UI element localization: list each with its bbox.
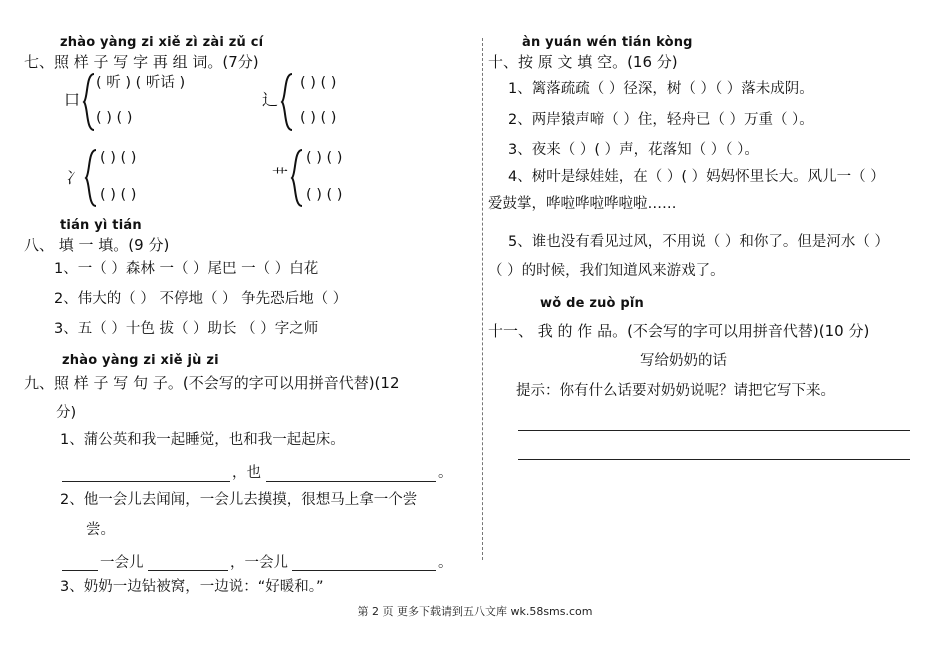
page-footer: 第 2 页 更多下载请到五八文库 wk.58sms.com (357, 605, 593, 618)
q9-title: 九、照 样 子 写 句 子。(不会写的字可以用拼音代替)(12 (24, 374, 400, 392)
brace-icon (84, 148, 98, 208)
q7-cao-blank-1: ( ) ( ) (306, 150, 343, 166)
q8-pinyin: tián yì tián (60, 218, 142, 233)
q7-chuo-blank-1: ( ) ( ) (300, 75, 337, 91)
q9-sentence-3: 3、奶奶一边钻被窝，一边说：“好暖和。” (60, 579, 324, 595)
q7-kou-blank: ( ) ( ) (96, 110, 133, 126)
q9-fill-1-mid: ，也 (232, 465, 261, 481)
q9-fill-1-end: 。 (438, 465, 453, 481)
q10-line-1: 1、篱落疏疏（ ）径深，树（ ）（ ）落未成阴。 (508, 81, 814, 97)
q10-line-2: 2、两岸猿声啼（ ）住，轻舟已（ ）万重（ ）。 (508, 112, 814, 128)
q7-bing-blank-1: ( ) ( ) (100, 150, 137, 166)
answer-line[interactable] (292, 570, 436, 571)
q9-sentence-2-cont: 尝。 (86, 522, 115, 538)
q9-title-cont: 分) (56, 405, 77, 421)
q9-fill-2-end: 。 (438, 555, 453, 571)
q7-bing-blank-2: ( ) ( ) (100, 187, 137, 203)
q7-chuo-blank-2: ( ) ( ) (300, 110, 337, 126)
q10-line-4: 4、树叶是绿娃娃，在（ ）( ）妈妈怀里长大。风儿一（ ） (508, 169, 885, 185)
q11-subtitle: 写给奶奶的话 (640, 353, 727, 369)
q10-line-3: 3、夜来（ ）( ）声，花落知（ ）（ ）。 (508, 142, 759, 158)
q11-pinyin: wǒ de zuò pǐn (540, 296, 645, 311)
q7-radical-kou: 口 (64, 90, 81, 109)
q10-line-5-cont: （ ）的时候，我们知道风来游戏了。 (488, 263, 725, 279)
q10-line-4-cont: 爱鼓掌，哗啦哗啦哗啦啦…… (488, 196, 677, 212)
q9-fill-2-b: ，一会儿 (230, 555, 288, 571)
column-divider (482, 38, 483, 560)
q7-title: 七、照 样 子 写 字 再 组 词。(7分) (24, 53, 259, 71)
brace-icon (280, 72, 294, 132)
brace-icon (290, 148, 304, 208)
q8-line-3: 3、五（ ）十色 拔（ ）助长 （ ）字之师 (54, 321, 319, 337)
answer-line[interactable] (62, 481, 230, 482)
q8-title: 八、 填 一 填。(9 分) (24, 236, 170, 254)
q7-cao-blank-2: ( ) ( ) (306, 187, 343, 203)
q8-line-2: 2、伟大的（ ） 不停地（ ） 争先恐后地（ ） (54, 291, 348, 307)
q7-radical-cao: 艹 (272, 166, 289, 185)
brace-icon (82, 72, 96, 132)
writing-line[interactable] (518, 430, 910, 431)
q7-radical-chuo: 辶 (262, 90, 279, 109)
q10-title: 十、按 原 文 填 空。(16 分) (488, 53, 678, 71)
answer-line[interactable] (266, 481, 436, 482)
q9-pinyin: zhào yàng zi xiě jù zi (62, 353, 219, 368)
q8-line-1: 1、一（ ）森林 一（ ）尾巴 一（ ）白花 (54, 261, 319, 277)
answer-line[interactable] (148, 570, 228, 571)
q11-title: 十一、 我 的 作 品。(不会写的字可以用拼音代替)(10 分) (488, 322, 870, 340)
writing-line[interactable] (518, 459, 910, 460)
q9-sentence-1: 1、蒲公英和我一起睡觉，也和我一起起床。 (60, 432, 345, 448)
q9-fill-2-a: 一会儿 (100, 555, 144, 571)
q11-hint: 提示：你有什么话要对奶奶说呢？请把它写下来。 (516, 383, 835, 399)
answer-line[interactable] (62, 570, 98, 571)
q9-sentence-2: 2、他一会儿去闻闻，一会儿去摸摸，很想马上拿一个尝 (60, 492, 418, 508)
q10-pinyin: àn yuán wén tián kòng (522, 35, 693, 50)
q7-radical-bing: 冫 (66, 168, 83, 187)
q10-line-5: 5、谁也没有看见过风，不用说（ ）和你了。但是河水（ ） (508, 234, 889, 250)
q7-pinyin: zhào yàng zi xiě zì zài zǔ cí (60, 35, 264, 50)
q7-kou-example: ( 听 ) ( 听话 ) (96, 75, 186, 91)
